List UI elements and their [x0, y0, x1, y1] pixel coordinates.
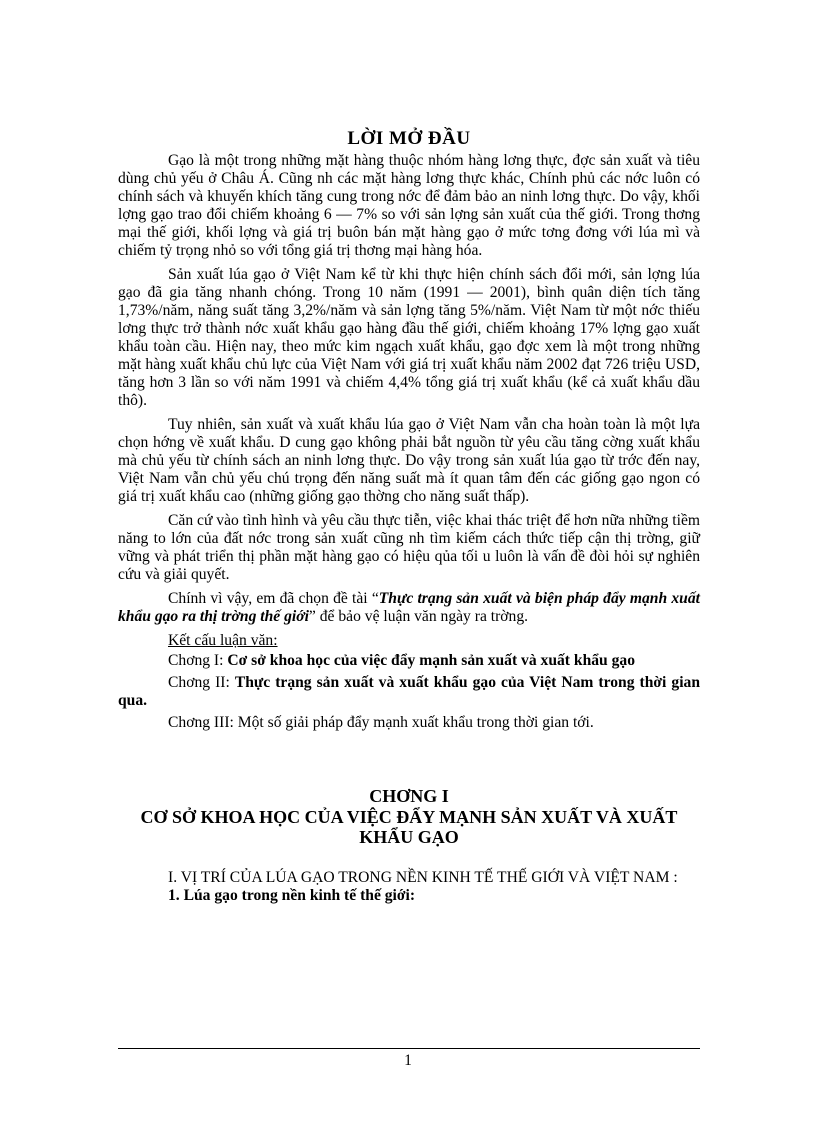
chapter-line-1	[118, 652, 700, 670]
paragraph-3: Tuy nhiên, sản xuất và xuất khẩu lúa gạo ở Việt Nam vẫn cha hoàn toàn là một lựa chọn hớng về xuất khẩu. D cung gạo không phải bắt nguồn từ yêu cầu tăng cờng xuất khẩu mà chủ yếu từ chính sách an ninh lơng thực. Do vậy trong sản xuất lúa gạo từ trớc đến nay, Việt Nam vẫn chủ yếu chú trọng đến năng suất mà ít quan tâm đến các giống gạo ngon có giá trị xuất khẩu cao (những giống gạo thờng cho năng suất thấp).	[118, 416, 700, 505]
chapter-label: Chơng I:	[168, 652, 228, 669]
paragraph-4: Căn cứ vào tình hình và yêu cầu thực tiễn, việc khai thác triệt để hơn nữa những tiềm năng to lớn của đất nớc trong sản xuất cũng nh tìm kiếm cách thức tiếp cận thị trờng, giữ vững và phát triển thị phần mặt hàng gạo có hiệu qủa tối u luôn là vấn đề đòi hỏi sự nghiên cứu và giải quyết.	[118, 512, 700, 583]
chapter-text: Một số giải pháp đẩy mạnh xuất khẩu trong thời gian tới.	[237, 714, 594, 731]
topic-after: ” để bảo vệ luận văn ngày ra trờng.	[308, 608, 529, 625]
paragraph-2: Sản xuất lúa gạo ở Việt Nam kể từ khi thực hiện chính sách đổi mới, sản lợng lúa gạo đã gia tăng nhanh chóng. Trong 10 năm (1991 — 2001), bình quân diện tích tăng 1,73%/năm, năng suất tăng 3,2%/năm và sản lợng tăng 5%/năm. Việt Nam từ một nớc thiếu lơng thực trở thành nớc xuất khẩu gạo hàng đầu thế giới, chiếm khoảng 17% lợng gạo xuất khẩu toàn cầu. Hiện nay, theo mức kim ngạch xuất khẩu, gạo đợc xem là một trong những mặt hàng xuất khẩu chủ lực của Việt Nam với giá trị xuất khẩu năm 2002 đạt 726 triệu USD, tăng hơn 3 lần so với năm 1991 và chiếm 4,4% tổng giá trị xuất khẩu (kể cả xuất khẩu dầu thô).	[118, 266, 700, 409]
topic-paragraph	[118, 590, 700, 626]
section-heading: I. VỊ TRÍ CỦA LÚA GẠO TRONG NỀN KINH TẾ THẾ GIỚI VÀ VIỆT NAM :	[168, 869, 678, 886]
topic-before: Chính vì vậy, em đã chọn đề tài “	[168, 590, 379, 607]
document-page	[118, 128, 700, 905]
chapter-title: CƠ SỞ KHOA HỌC CỦA VIỆC ĐẨY MẠNH SẢN XUẤT VÀ XUẤT KHẨU GẠO	[140, 807, 678, 847]
chapter-text: Cơ sở khoa học của việc đẩy mạnh sản xuất và xuất khẩu gạo	[227, 652, 635, 669]
page-number: 1	[404, 1052, 412, 1069]
chapter-text: Thực trạng sản xuất và xuất khẩu gạo của Việt Nam trong thời gian qua.	[118, 674, 701, 709]
chapter-line-2	[118, 674, 700, 710]
structure-heading: Kết cấu luận văn:	[168, 632, 278, 649]
chapter-label: Chơng II:	[168, 674, 235, 691]
chapter-line-3	[118, 714, 700, 732]
paragraph-1: Gạo là một trong những mặt hàng thuộc nhóm hàng lơng thực, đợc sản xuất và tiêu dùng chủ yếu ở Châu Á. Cũng nh các mặt hàng lơng thực khác, Chính phủ các nớc luôn có chính sách và khuyến khích tăng cung trong nớc để đảm bảo an ninh lơng thực. Do vậy, khối lợng gạo trao đổi chiếm khoảng 6 — 7% so với sản lợng sản xuất của thế giới. Trong thơng mại thế giới, khối lợng và giá trị buôn bán mặt hàng gạo ở mức tơng đơng với lúa mì và chiếm tỷ trọng nhỏ so với tổng giá trị thơng mại hàng hóa.	[118, 152, 700, 259]
footer-divider	[118, 1048, 700, 1049]
chapter-heading: CHƠNG I	[369, 786, 449, 806]
chapter-label: Chơng III:	[168, 714, 238, 731]
subsection-heading: 1. Lúa gạo trong nền kinh tế thế giới:	[168, 887, 416, 904]
topic-title: Thực trạng sản xuất và biện pháp đẩy mạnh xuất khẩu gạo ra thị trờng thế giới	[118, 590, 700, 625]
preface-title: LỜI MỞ ĐẦU	[347, 128, 471, 149]
